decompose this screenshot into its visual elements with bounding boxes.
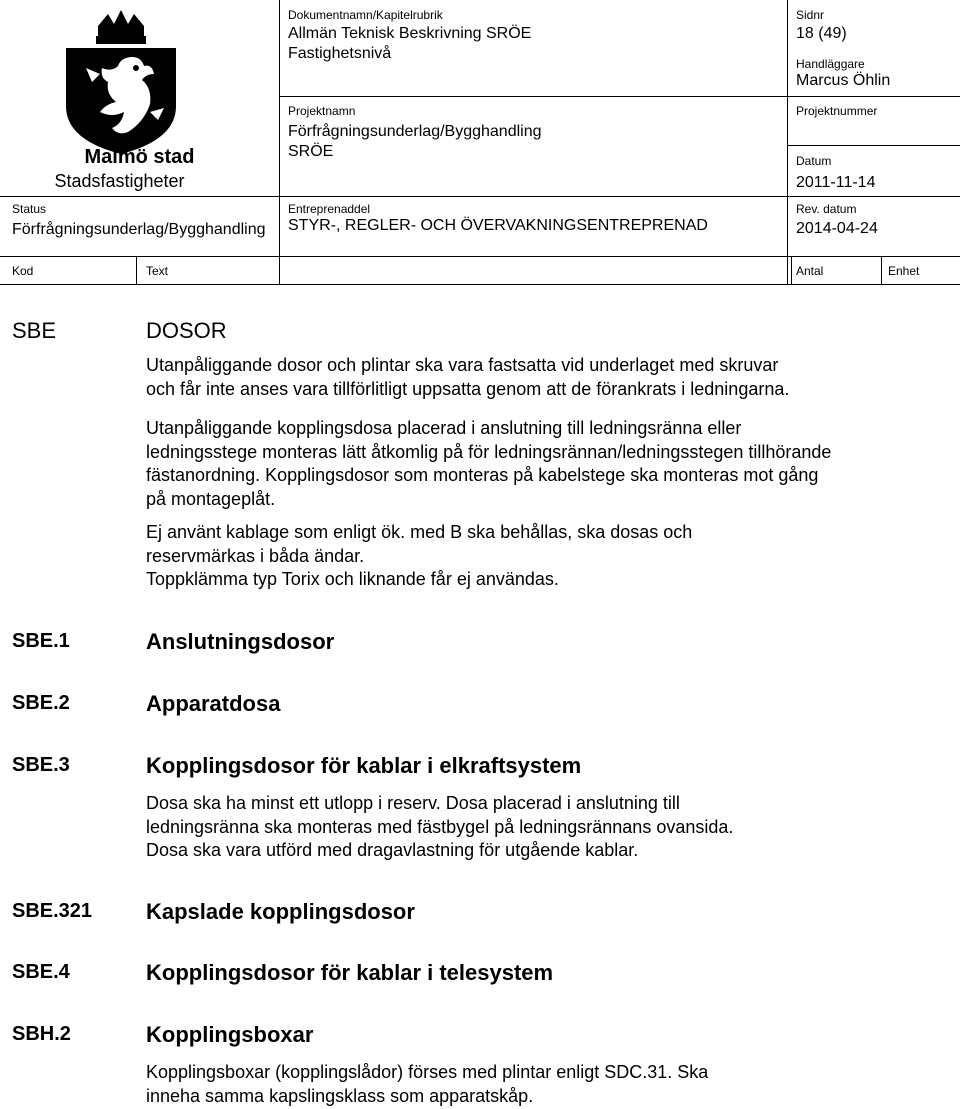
handler-value: Marcus Öhlin	[796, 72, 891, 89]
sbe3-p1-line-3: Dosa ska vara utförd med dragavlastning för utgående kablar.	[146, 840, 639, 860]
sbe-p2-line-4: på montageplåt.	[146, 488, 276, 509]
sbe-p2-line-2: ledningsstege monteras lätt åtkomlig på för ledningsrännan/ledningsstegen tillhörande	[146, 441, 832, 462]
header-rule-5	[0, 284, 960, 285]
section-title-sbe1: Anslutningsdosor	[146, 629, 335, 654]
sbe-p2-line-3: fästanordning. Kopplingsdosor som monteras på kabelstege ska monteras mot gång	[146, 465, 819, 485]
header-divider-2	[787, 0, 788, 284]
sbe-p3-line-2: reservmärkas i båda ändar.	[146, 545, 365, 566]
logo-org-name: Stadsfastigheter	[54, 171, 185, 191]
section-title-sbe3: Kopplingsdosor för kablar i elkraftsystem	[146, 753, 582, 778]
section-code-sbe2: SBE.2	[12, 692, 70, 714]
section-title-sbe4: Kopplingsdosor för kablar i telesystem	[146, 960, 554, 985]
section-title-sbh2: Kopplingsboxar	[146, 1022, 314, 1047]
doc-name-line-1: Allmän Teknisk Beskrivning SRÖE	[288, 25, 532, 42]
page-number-value: 18 (49)	[796, 25, 847, 42]
doc-name-line-2: Fastighetsnivå	[288, 45, 392, 62]
project-name-line-1: Förfrågningsunderlag/Bygghandling	[288, 123, 542, 140]
col-header-kod: Kod	[12, 264, 34, 278]
page-number-label: Sidnr	[796, 8, 825, 22]
contract-label: Entreprenaddel	[288, 202, 371, 216]
sbe-p1-line-2: och får inte anses vara tillförlitligt uppsatta genom att de förankrats i ledningarna.	[146, 378, 790, 399]
sbh2-p1-line-2: inneha samma kapslingsklass som apparatskåp.	[146, 1085, 534, 1106]
header-rule-2	[787, 145, 960, 146]
sbe-paragraph-3	[146, 521, 692, 592]
sbe-paragraph-2	[146, 417, 831, 511]
section-code-sbh2: SBH.2	[12, 1023, 71, 1045]
col-header-antal: Antal	[796, 264, 824, 278]
sbe-p2-line-1: Utanpåliggande kopplingsdosa placerad i anslutning till ledningsränna eller	[146, 418, 742, 438]
header-rule-4	[0, 256, 960, 257]
section-code-sbe1: SBE.1	[12, 630, 70, 652]
sbe-p3-line-1: Ej använt kablage som enligt ök. med B ska behållas, ska dosas och	[146, 522, 693, 542]
section-code-sbe4: SBE.4	[12, 961, 70, 983]
sbe-p3-line-3: Toppklämma typ Torix och liknande får ej användas.	[146, 569, 559, 589]
section-code-sbe321: SBE.321	[12, 900, 93, 922]
doc-name-label: Dokumentnamn/Kapitelrubrik	[288, 8, 443, 22]
status-value: Förfrågningsunderlag/Bygghandling	[12, 221, 266, 238]
sbe3-p1-line-1: Dosa ska ha minst ett utlopp i reserv. Dosa placerad i anslutning till	[146, 793, 680, 813]
col-header-text: Text	[146, 264, 169, 278]
project-name-line-2: SRÖE	[288, 143, 334, 160]
project-number-label: Projektnummer	[796, 104, 878, 118]
contract-value: STYR-, REGLER- OCH ÖVERVAKNINGSENTREPRENAD	[288, 217, 708, 234]
col-header-enhet: Enhet	[888, 264, 920, 278]
col-divider-kod	[136, 256, 137, 284]
header-divider-1	[279, 0, 280, 284]
rev-date-value: 2014-04-24	[796, 220, 878, 237]
sbe-p1-line-1: Utanpåliggande dosor och plintar ska vara fastsatta vid underlaget med skruvar	[146, 355, 779, 375]
sbh2-p1-line-1: Kopplingsboxar (kopplingslådor) förses med plintar enligt SDC.31. Ska	[146, 1062, 709, 1082]
date-label: Datum	[796, 154, 832, 168]
header-rule-1	[279, 96, 960, 97]
malmo-crest-logo	[56, 8, 186, 158]
sbe-paragraph-1	[146, 354, 789, 401]
handler-label: Handläggare	[796, 57, 865, 71]
section-code-sbe: SBE	[12, 318, 57, 343]
section-title-sbe321: Kapslade kopplingsdosor	[146, 899, 415, 924]
date-value: 2011-11-14	[796, 174, 876, 191]
section-title-sbe: DOSOR	[146, 318, 227, 343]
project-name-label: Projektnamn	[288, 104, 356, 118]
status-label: Status	[12, 202, 47, 216]
section-code-sbe3: SBE.3	[12, 754, 70, 776]
section-title-sbe2: Apparatdosa	[146, 691, 281, 716]
logo-city-name: Malmö stad	[84, 146, 195, 168]
sbh2-paragraph-1	[146, 1061, 708, 1108]
col-divider-antal	[791, 256, 792, 284]
sbe3-paragraph-1	[146, 792, 733, 863]
header-rule-3	[0, 196, 960, 197]
col-divider-enhet	[881, 256, 882, 284]
sbe3-p1-line-2: ledningsränna ska monteras med fästbygel på ledningsrännans ovansida.	[146, 816, 734, 837]
rev-date-label: Rev. datum	[796, 202, 857, 216]
